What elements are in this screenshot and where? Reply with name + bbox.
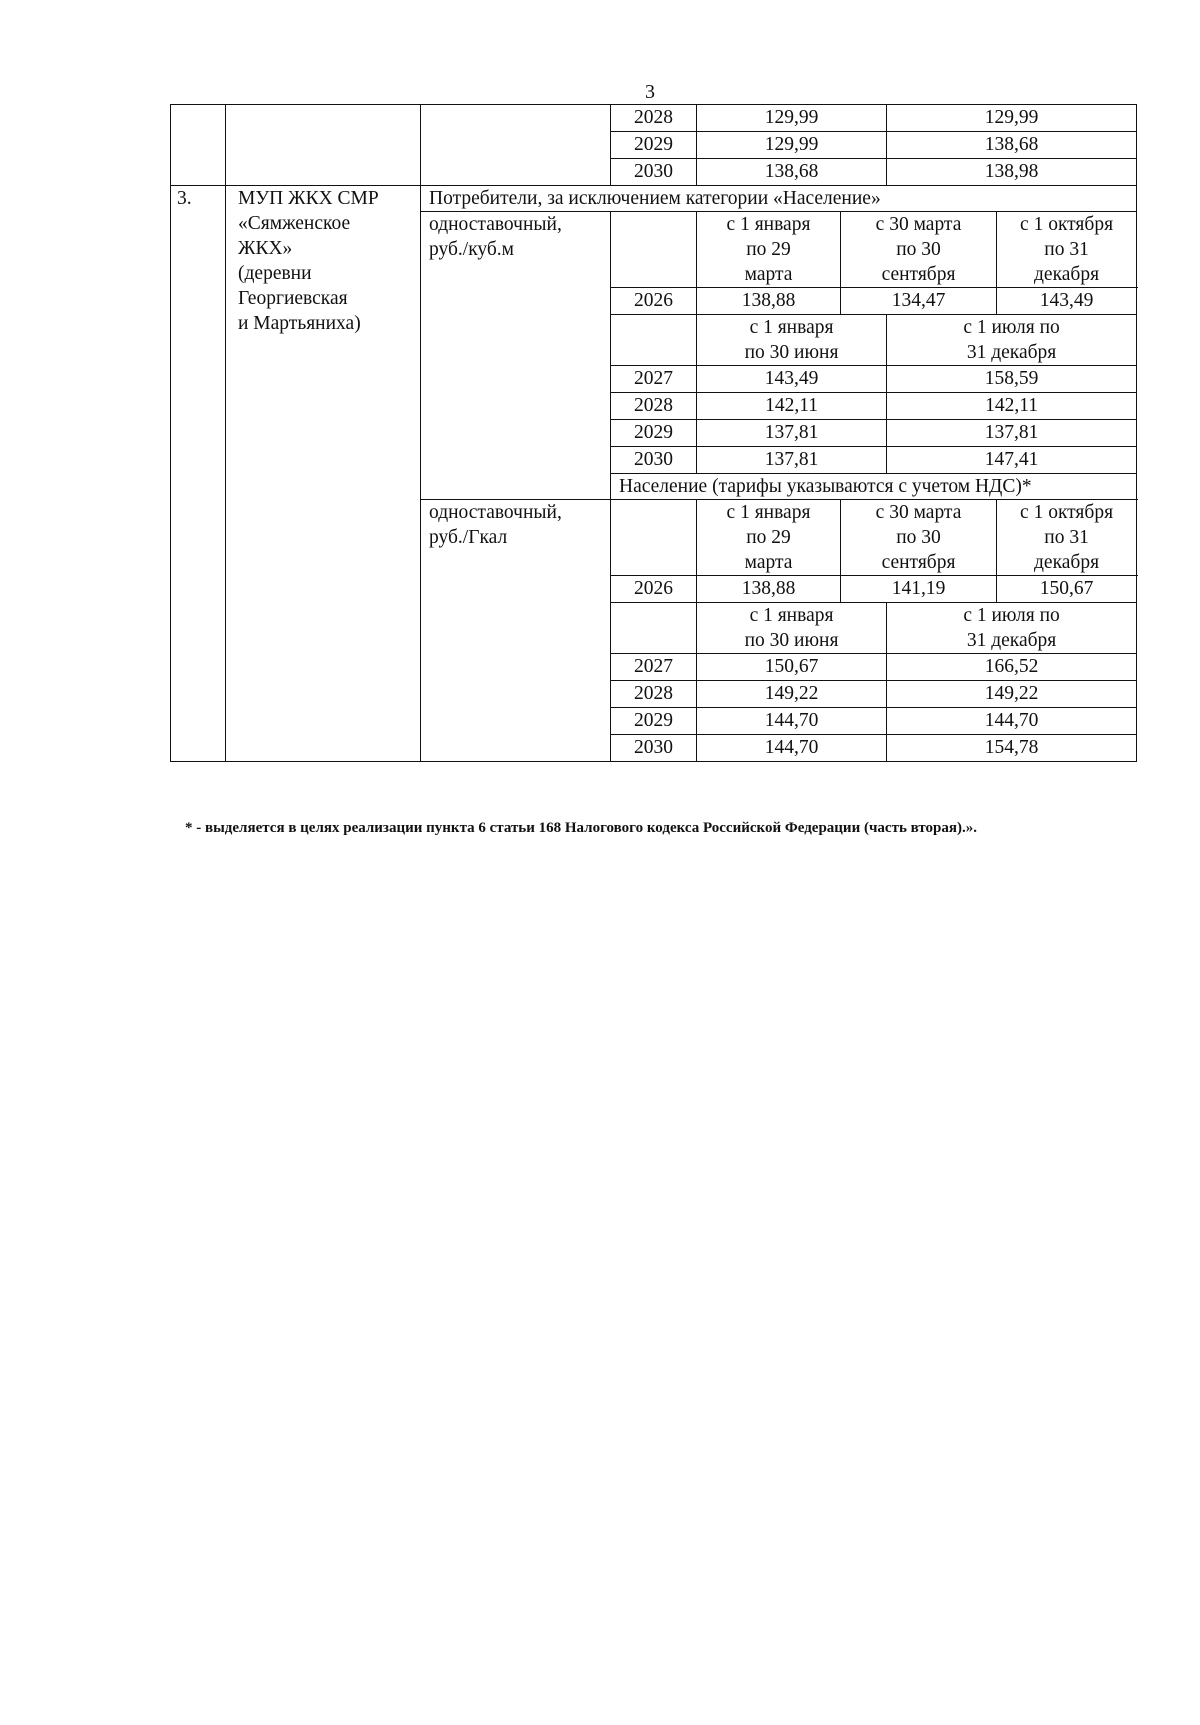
period-line: с 1 октября [1020, 502, 1114, 523]
period-line: сентября [881, 264, 956, 285]
tariff-value: 138,88 [697, 288, 841, 315]
tariff-value: 158,59 [887, 366, 1137, 393]
tariff-table [170, 104, 1137, 762]
org-line: ЖКХ» [238, 238, 293, 259]
year-cell: 2030 [611, 159, 697, 186]
footnote: * - выделяется в целях реализации пункта 6 статьи 168 Налогового кодекса Российской Федерации (часть вторая).». [185, 820, 977, 836]
tariff-value: 138,68 [887, 132, 1137, 159]
period-line: по 31 [1044, 527, 1089, 548]
period-line: по 30 июня [744, 342, 839, 363]
tariff-value: 129,99 [697, 132, 887, 159]
unit-line: руб./куб.м [429, 239, 515, 260]
tariff-value: 138,68 [697, 159, 887, 186]
unit-line: одноставочный, [429, 502, 562, 523]
period-line: декабря [1034, 552, 1100, 573]
section-title: Население (тарифы указываются с учетом НДС)* [611, 474, 1137, 500]
org-line: и Мартьяниха) [238, 313, 361, 334]
period-header [841, 500, 997, 576]
period-line: 31 декабря [966, 342, 1057, 363]
year-cell: 2030 [611, 735, 697, 762]
period-line: с 1 января [749, 605, 834, 626]
org-cell-empty [226, 105, 421, 186]
year-cell: 2029 [611, 708, 697, 735]
period-line: с 1 июля по [963, 317, 1060, 338]
year-cell: 2026 [611, 576, 697, 603]
tariff-value: 150,67 [997, 576, 1137, 603]
period-line: с 1 октября [1020, 214, 1114, 235]
organization-name [226, 186, 421, 762]
period-header [697, 212, 841, 288]
period-line: 31 декабря [966, 630, 1057, 651]
year-cell: 2028 [611, 393, 697, 420]
period-line: по 30 [896, 527, 941, 548]
period-line: по 30 июня [744, 630, 839, 651]
year-cell: 2028 [611, 105, 697, 132]
tariff-value: 137,81 [887, 420, 1137, 447]
period-line: с 1 января [749, 317, 834, 338]
org-line: «Сямженское [238, 213, 351, 234]
period-line: марта [744, 552, 793, 573]
period-line: по 29 [746, 239, 791, 260]
half-year-header [697, 315, 887, 366]
tariff-value: 142,11 [887, 393, 1137, 420]
tariff-unit [421, 500, 611, 762]
period-line: с 1 января [726, 502, 811, 523]
section-title: Потребители, за исключением категории «Население» [421, 186, 1137, 212]
tariff-value: 149,22 [887, 681, 1137, 708]
tariff-unit [421, 212, 611, 500]
tariff-value: 138,98 [887, 159, 1137, 186]
year-header-empty [611, 603, 697, 654]
period-line: марта [744, 264, 793, 285]
entry-number: 3. [171, 186, 226, 762]
table-row [171, 105, 1137, 132]
unit-cell-empty [421, 105, 611, 186]
year-cell: 2027 [611, 654, 697, 681]
org-line: МУП ЖКХ СМР [238, 188, 379, 209]
year-cell: 2030 [611, 447, 697, 474]
period-line: сентября [881, 552, 956, 573]
period-line: с 30 марта [875, 502, 962, 523]
period-line: с 30 марта [875, 214, 962, 235]
year-cell: 2029 [611, 420, 697, 447]
tariff-value: 138,88 [697, 576, 841, 603]
tariff-value: 144,70 [697, 708, 887, 735]
year-cell: 2029 [611, 132, 697, 159]
year-header-empty [611, 212, 697, 288]
year-cell: 2028 [611, 681, 697, 708]
period-line: по 31 [1044, 239, 1089, 260]
year-cell: 2027 [611, 366, 697, 393]
tariff-value: 137,81 [697, 420, 887, 447]
tariff-value: 129,99 [697, 105, 887, 132]
half-year-header [887, 315, 1137, 366]
year-cell: 2026 [611, 288, 697, 315]
period-line: по 30 [896, 239, 941, 260]
tariff-value: 144,70 [697, 735, 887, 762]
tariff-value: 143,49 [997, 288, 1137, 315]
year-header-empty [611, 315, 697, 366]
tariff-value: 143,49 [697, 366, 887, 393]
tariff-value: 149,22 [697, 681, 887, 708]
period-line: с 1 июля по [963, 605, 1060, 626]
period-header [841, 212, 997, 288]
tariff-value: 166,52 [887, 654, 1137, 681]
period-header [997, 212, 1137, 288]
tariff-value: 147,41 [887, 447, 1137, 474]
tariff-value: 142,11 [697, 393, 887, 420]
tariff-value: 137,81 [697, 447, 887, 474]
period-header [997, 500, 1137, 576]
half-year-header [697, 603, 887, 654]
org-line: Георгиевская [238, 288, 348, 309]
half-year-header [887, 603, 1137, 654]
unit-line: руб./Гкал [429, 527, 508, 548]
tariff-value: 150,67 [697, 654, 887, 681]
tariff-value: 129,99 [887, 105, 1137, 132]
tariff-value: 134,47 [841, 288, 997, 315]
year-header-empty [611, 500, 697, 576]
period-line: по 29 [746, 527, 791, 548]
section-title-row [171, 186, 1137, 212]
tariff-value: 154,78 [887, 735, 1137, 762]
period-header [697, 500, 841, 576]
tariff-value: 144,70 [887, 708, 1137, 735]
org-line: (деревни [238, 263, 312, 284]
unit-line: одноставочный, [429, 214, 562, 235]
number-cell-empty [171, 105, 226, 186]
tariff-value: 141,19 [841, 576, 997, 603]
period-line: декабря [1034, 264, 1100, 285]
period-line: с 1 января [726, 214, 811, 235]
page-number: 3 [645, 81, 655, 103]
